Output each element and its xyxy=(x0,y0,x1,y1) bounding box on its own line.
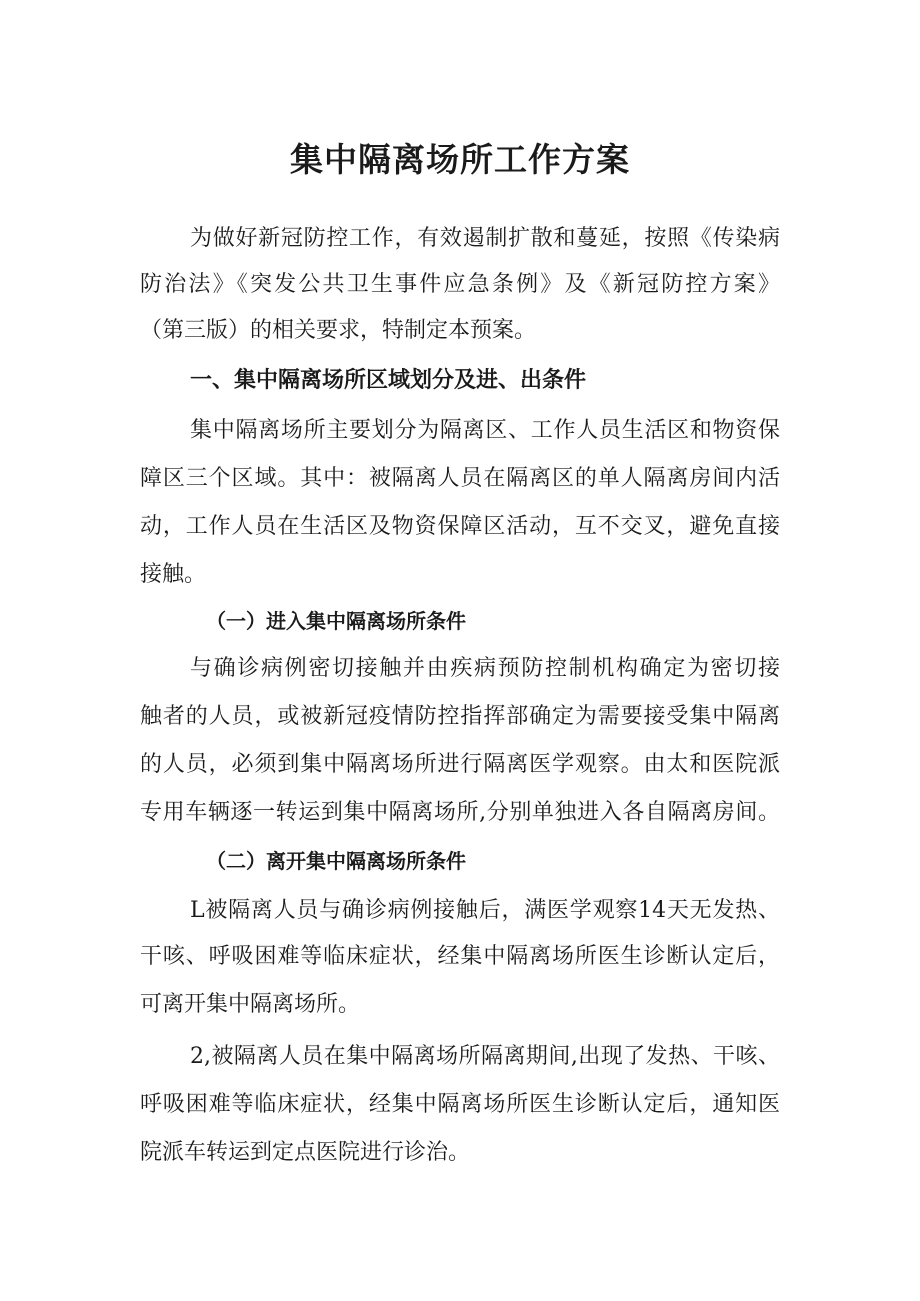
subheading-entry-conditions: （一）进入集中隔离场所条件 xyxy=(206,609,466,633)
exit-item-1-line-2: 干咳、呼吸困难等临床症状，经集中隔离场所医生诊断认定后， xyxy=(140,944,780,969)
exit-item-2-line-3: 院派车转运到定点医院进行诊治。 xyxy=(140,1140,471,1165)
entry-paragraph-line-3: 的人员，必须到集中隔离场所进行隔离医学观察。由太和医院派 xyxy=(140,752,780,777)
entry-paragraph-line-2: 触者的人员，或被新冠疫情防控指挥部确定为需要接受集中隔离 xyxy=(140,704,780,729)
exit-item-1-line-1: L被隔离人员与确诊病例接触后，满医学观察14天无发热、 xyxy=(190,898,780,923)
intro-line-1: 为做好新冠防控工作，有效遏制扩散和蔓延，按照《传染病 xyxy=(190,226,780,251)
section-paragraph-line-2: 障区三个区域。其中：被隔离人员在隔离区的单人隔离房间内活 xyxy=(140,466,780,491)
entry-paragraph-line-1: 与确诊病例密切接触并由疾病预防控制机构确定为密切接 xyxy=(190,656,780,681)
document-title: 集中隔离场所工作方案 xyxy=(290,140,630,179)
intro-line-2: 防治法》《突发公共卫生事件应急条例》及《新冠防控方案》 xyxy=(140,272,780,297)
exit-item-2-line-2: 呼吸困难等临床症状，经集中隔离场所医生诊断认定后，通知医 xyxy=(140,1092,780,1117)
exit-item-1-line-3: 可离开集中隔离场所。 xyxy=(140,992,361,1017)
exit-item-2-line-1: 2,被隔离人员在集中隔离场所隔离期间,出现了发热、干咳、 xyxy=(190,1044,780,1069)
section-paragraph-line-1: 集中隔离场所主要划分为隔离区、工作人员生活区和物资保 xyxy=(190,418,780,443)
subheading-exit-conditions: （二）离开集中隔离场所条件 xyxy=(206,849,466,873)
entry-paragraph-line-4: 专用车辆逐一转运到集中隔离场所,分别单独进入各自隔离房间。 xyxy=(140,800,780,825)
section-paragraph-line-4: 接触。 xyxy=(140,562,207,587)
section-paragraph-line-3: 动，工作人员在生活区及物资保障区活动，互不交叉，避免直接 xyxy=(140,514,780,539)
section-heading: 一、集中隔离场所区域划分及进、出条件 xyxy=(190,368,587,393)
intro-line-3: （第三版）的相关要求，特制定本预案。 xyxy=(140,318,537,343)
